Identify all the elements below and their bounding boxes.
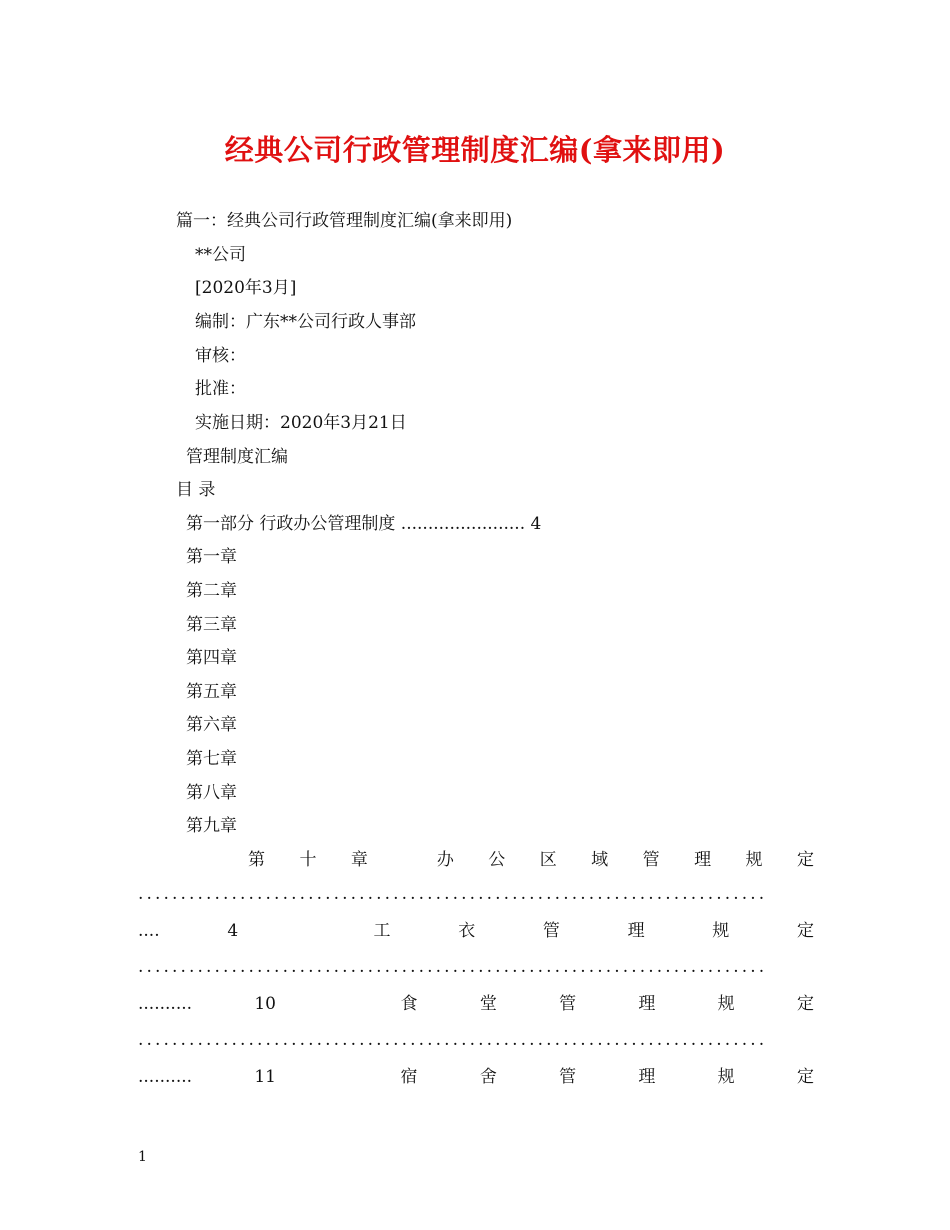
toc-chapter: 第二章: [186, 581, 237, 601]
toc-word: 章: [350, 850, 368, 870]
toc-word: 管: [559, 1067, 577, 1087]
toc-word: 十: [299, 850, 317, 870]
toc-word: 堂: [479, 994, 497, 1014]
toc-dot-leader: ..........................................................................: [138, 1030, 768, 1050]
toc-word: 办: [436, 850, 454, 870]
toc-dots: ....: [138, 921, 160, 941]
toc-word: 管: [642, 850, 660, 870]
toc-dots: ..........: [138, 994, 193, 1014]
toc-word: 域: [591, 850, 609, 870]
toc-word: 规: [712, 921, 730, 941]
toc-chapter: 第三章: [186, 615, 237, 635]
toc-part-one: 第一部分 行政办公管理制度 ....................... 4: [186, 514, 542, 534]
toc-chapter: 第七章: [186, 749, 237, 769]
toc-word: 区: [539, 850, 557, 870]
toc-word: 定: [796, 1067, 814, 1087]
toc-word: 理: [638, 1067, 656, 1087]
toc-word: 规: [717, 994, 735, 1014]
toc-page-ref: 10: [254, 994, 276, 1014]
toc-word: 定: [796, 850, 814, 870]
toc-word: 工: [373, 921, 391, 941]
toc-row-work-clothes: [138, 920, 814, 942]
toc-chapter: 第八章: [186, 783, 237, 803]
toc-word: 规: [745, 850, 763, 870]
toc-word: 理: [694, 850, 712, 870]
toc-word: 理: [627, 921, 645, 941]
toc-chapter: 第一章: [186, 547, 237, 567]
toc-word: 衣: [458, 921, 476, 941]
toc-word: 公: [488, 850, 506, 870]
company-name: **公司: [195, 245, 246, 265]
page-number: 1: [138, 1149, 147, 1165]
effective-date: 实施日期：2020年3月21日: [195, 413, 407, 433]
toc-word: 定: [796, 994, 814, 1014]
toc-word: 管: [542, 921, 560, 941]
toc-page-ref: 4: [227, 921, 239, 941]
toc-chapter: 第六章: [186, 715, 237, 735]
approved-by: 批准：: [195, 379, 246, 399]
toc-chapter: 第四章: [186, 648, 237, 668]
toc-dot-leader: ..........................................................................: [138, 884, 768, 904]
compiled-by: 编制：广东**公司行政人事部: [195, 312, 416, 332]
toc-word: 宿: [400, 1067, 418, 1087]
toc-dots: ..........: [138, 1067, 193, 1087]
collection-name: 管理制度汇编: [186, 447, 288, 467]
toc-chapter: 第九章: [186, 816, 237, 836]
toc-page-ref: 11: [254, 1067, 276, 1087]
toc-row-canteen: [138, 993, 814, 1015]
toc-word: 理: [638, 994, 656, 1014]
reviewed-by: 审核：: [195, 346, 246, 366]
toc-word: 食: [400, 994, 418, 1014]
date-bracket: [2020年3月]: [195, 278, 297, 298]
toc-word: 定: [796, 921, 814, 941]
toc-word: 第: [248, 850, 265, 870]
section-title: 篇一：经典公司行政管理制度汇编(拿来即用): [176, 211, 513, 231]
toc-chapter-ten-row: [248, 849, 814, 871]
toc-word: 规: [717, 1067, 735, 1087]
document-title: 经典公司行政管理制度汇编(拿来即用): [224, 133, 726, 167]
toc-dot-leader: ..........................................................................: [138, 957, 768, 977]
toc-heading: 目 录: [176, 480, 216, 500]
toc-word: 舍: [479, 1067, 497, 1087]
toc-row-dormitory: [138, 1066, 814, 1088]
toc-word: 管: [559, 994, 577, 1014]
toc-chapter: 第五章: [186, 682, 237, 702]
